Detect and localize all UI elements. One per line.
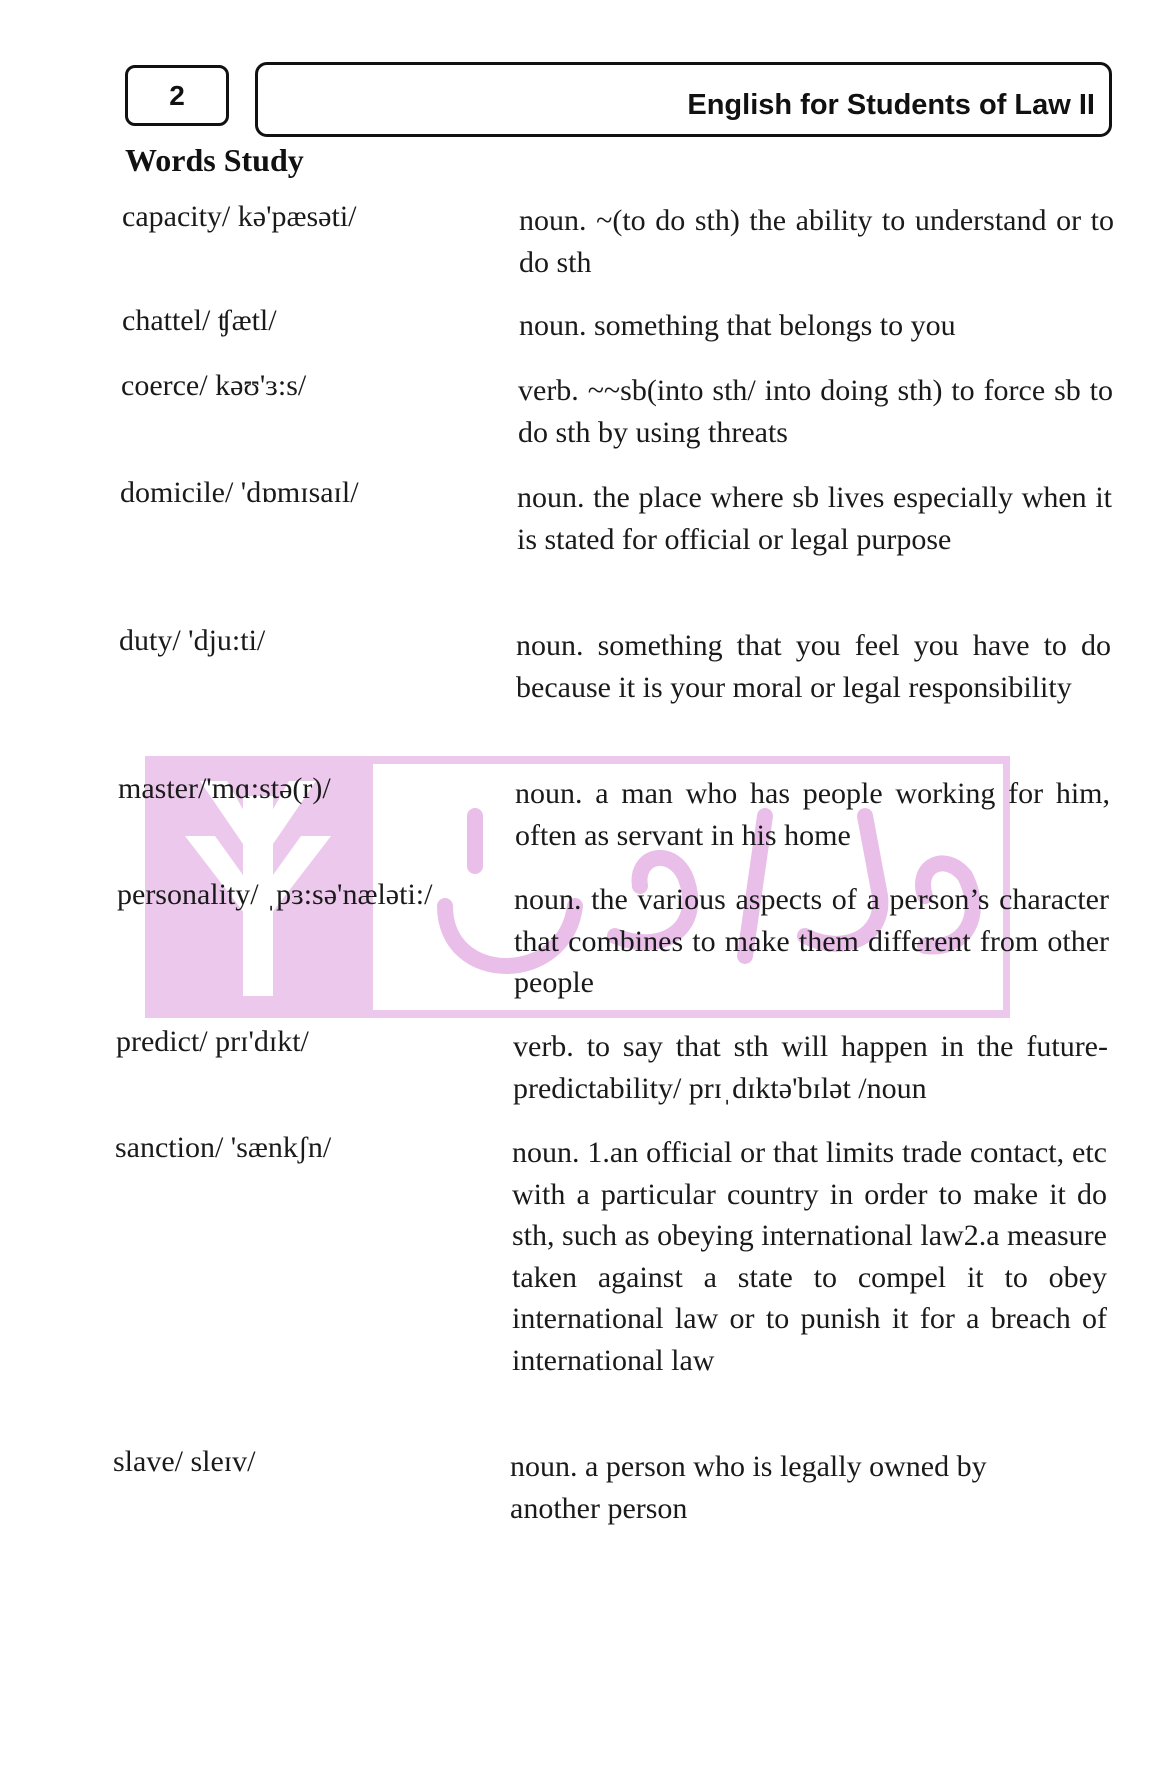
definition: noun. something that belongs to you xyxy=(519,309,956,342)
definition: noun. something that you feel you have to do because it is your moral or legal responsibility xyxy=(516,629,1111,704)
term: domicile/ 'dɒmɪsaɪl/ xyxy=(120,476,359,509)
definition: noun. a man who has people working for him, often as servant in his home xyxy=(515,777,1110,852)
book-title-header xyxy=(255,62,1112,137)
term: duty/ 'dju:ti/ xyxy=(119,624,266,657)
page-number: 2 xyxy=(125,65,229,126)
definition: noun. a person who is legally owned by another person xyxy=(510,1450,987,1525)
term: personality/ ˌpɜ:sə'nælәti:/ xyxy=(117,878,433,911)
term: master/'mɑ:stə(r)/ xyxy=(118,772,331,805)
definition: noun. ~(to do sth) the ability to understand or to do sth xyxy=(519,204,1114,279)
term: chattel/ ʧætl/ xyxy=(122,304,277,337)
section-title: Words Study xyxy=(125,142,304,178)
term: predict/ prɪ'dɪkt/ xyxy=(116,1025,309,1058)
definition: noun. 1.an official or that limits trade contact, etc with a particular country in order to make it do sth, such as obeying international law2.a measure taken against a state to compel it to obey international law or to punish it for a breach of international law xyxy=(512,1136,1107,1377)
term: capacity/ kə'pæsəti/ xyxy=(122,200,357,233)
term: coerce/ kəʊ'ɜ:s/ xyxy=(121,369,307,402)
term: sanction/ 'sænkʃn/ xyxy=(115,1131,332,1164)
definition: verb. ~~sb(into sth/ into doing sth) to force sb to do sth by using threats xyxy=(518,374,1113,449)
definition: noun. the various aspects of a person’s character that combines to make them different from other people xyxy=(514,883,1109,999)
definition: verb. to say that sth will happen in the future-predictability/ prɪˌdɪktə'bɪlət /noun xyxy=(513,1030,1108,1105)
definition: noun. the place where sb lives especially when it is stated for official or legal purpose xyxy=(517,481,1112,556)
book-title: English for Students of Law II xyxy=(687,89,1095,121)
term: slave/ sleɪv/ xyxy=(113,1445,256,1478)
